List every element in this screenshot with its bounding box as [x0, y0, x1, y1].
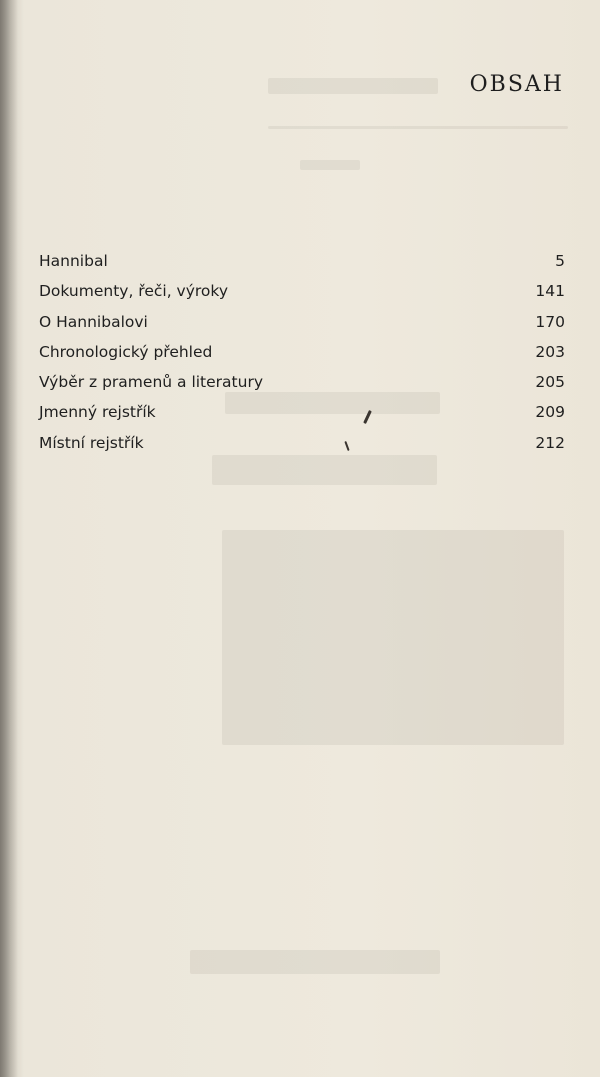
toc-entry-page: 170: [535, 312, 565, 331]
toc-entry-page: 212: [535, 433, 565, 452]
page-binding-shadow: [0, 0, 18, 1077]
show-through-footer: [190, 950, 440, 974]
toc-entry-title: Dokumenty, řeči, výroky: [39, 282, 229, 301]
toc-entry-title: O Hannibalovi: [39, 312, 148, 331]
toc-entry: [39, 313, 565, 343]
show-through-subline: [300, 160, 360, 170]
toc-entry-title: Místní rejstřík: [39, 433, 144, 452]
show-through-rule: [268, 126, 568, 129]
show-through-colophon: [222, 530, 564, 745]
toc-entry-title: Hannibal: [39, 252, 108, 270]
toc-entry: [39, 282, 565, 312]
toc-entry-title: Chronologický přehled: [39, 342, 213, 361]
table-of-contents: [39, 252, 565, 464]
toc-entry-page: 5: [555, 252, 565, 270]
toc-entry: [39, 252, 565, 282]
toc-entry-title: Jmenný rejstřík: [39, 403, 156, 422]
toc-entry: [39, 434, 565, 464]
toc-entry-title: Výběr z pramenů a literatury: [39, 373, 263, 392]
show-through-header: [268, 78, 438, 94]
toc-entry-page: 205: [535, 373, 565, 392]
toc-entry: [39, 343, 565, 373]
page-title: OBSAH: [469, 72, 564, 97]
toc-entry-page: 203: [535, 342, 565, 361]
toc-entry-page: 209: [535, 403, 565, 422]
toc-entry-page: 141: [535, 282, 565, 301]
toc-entry: [39, 403, 565, 433]
toc-entry: [39, 373, 565, 403]
